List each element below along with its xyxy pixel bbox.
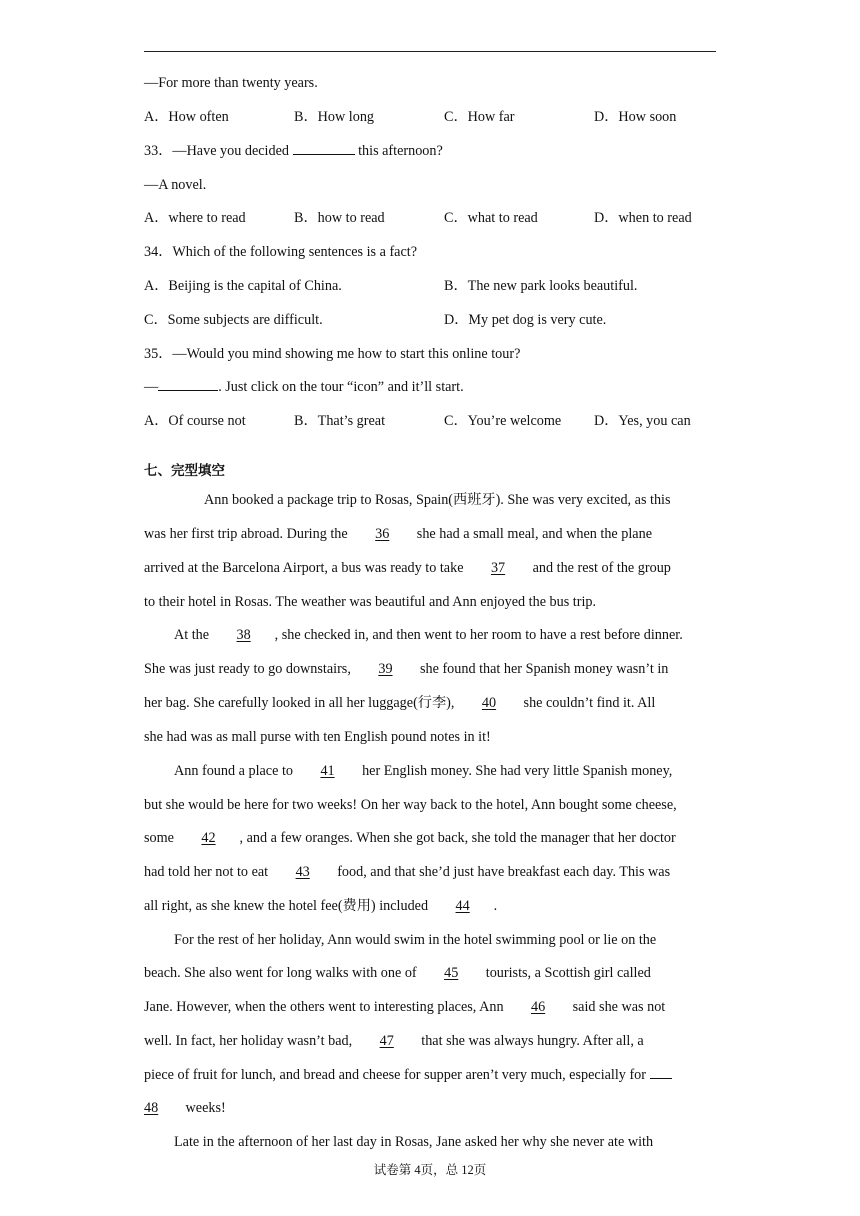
passage-text: At the (174, 627, 213, 643)
passage-line: For the rest of her holiday, Ann would swim in the hotel swimming pool or lie on the (174, 932, 657, 948)
q35-answer (144, 378, 464, 396)
passage-text: well. In fact, her holiday wasn’t bad, (144, 1033, 356, 1049)
passage-text: she had a small meal, and when the plane (413, 526, 652, 542)
passage-line (144, 1066, 672, 1084)
passage-line: to their hotel in Rosas. The weather was beautiful and Ann enjoyed the bus trip. (144, 594, 597, 610)
blank-43[interactable]: 43 (295, 864, 310, 880)
passage-text: she found that her Spanish money wasn’t in (416, 661, 669, 677)
passage-line (174, 626, 683, 644)
q35-option-d[interactable]: D．Yes, you can (594, 413, 691, 429)
q32-option-a[interactable]: A．How often (144, 109, 229, 125)
q32-option-b[interactable]: B．How long (294, 109, 375, 125)
blank-45[interactable]: 45 (444, 965, 459, 981)
q35-answer-after: . Just click on the tour “icon” and it’ll start. (218, 379, 464, 395)
passage-text: beach. She also went for long walks with one of (144, 965, 421, 981)
passage-text: she couldn’t find it. All (520, 695, 656, 711)
q35-option-b[interactable]: B．That’s great (294, 413, 386, 429)
q34-option-d[interactable]: D．My pet dog is very cute. (444, 312, 607, 328)
passage-text: all right, as she knew the hotel fee(费用) included (144, 898, 432, 914)
passage-text: had told her not to eat (144, 864, 272, 880)
passage-text: piece of fruit for lunch, and bread and cheese for supper aren’t very much, especially for (144, 1067, 650, 1083)
passage-line: Late in the afternoon of her last day in Rosas, Jane asked her why she never ate with (174, 1134, 654, 1150)
page-footer: 试卷第 4页，总 12页 (373, 1163, 487, 1177)
q33-blank[interactable] (293, 142, 355, 155)
blank-48-start[interactable] (650, 1066, 672, 1079)
passage-text: her English money. She had very little Spanish money, (358, 763, 673, 779)
blank-39[interactable]: 39 (378, 661, 393, 677)
passage-line (144, 559, 671, 577)
blank-48[interactable]: 48 (144, 1100, 159, 1116)
passage-line (144, 863, 670, 881)
passage-line: Ann booked a package trip to Rosas, Spain(西班牙). She was very excited, as this (204, 492, 671, 508)
q34-option-b[interactable]: B．The new park looks beautiful. (444, 278, 638, 294)
passage-text: that she was always hungry. After all, a (417, 1033, 644, 1049)
q33-option-d[interactable]: D．when to read (594, 210, 692, 226)
passage-text: She was just ready to go downstairs, (144, 661, 355, 677)
passage-text: arrived at the Barcelona Airport, a bus was ready to take (144, 560, 468, 576)
passage-line (144, 998, 665, 1016)
q33-stem-before: 33．—Have you decided (144, 143, 293, 159)
q34-stem: 34．Which of the following sentences is a fact? (144, 244, 418, 260)
blank-42[interactable]: 42 (201, 830, 216, 846)
q35-option-c[interactable]: C．You’re welcome (444, 413, 562, 429)
passage-text: tourists, a Scottish girl called (482, 965, 651, 981)
blank-37[interactable]: 37 (490, 560, 506, 576)
q35-option-a[interactable]: A．Of course not (144, 413, 246, 429)
q33-stem (144, 142, 443, 160)
passage-text: Ann found a place to (174, 763, 297, 779)
blank-46[interactable]: 46 (531, 999, 546, 1015)
q33-option-c[interactable]: C．what to read (444, 210, 538, 226)
section-title: 七、完型填空 (144, 463, 225, 479)
passage-line (174, 762, 672, 780)
passage-line: but she would be here for two weeks! On her way back to the hotel, Ann bought some cheese, (144, 797, 677, 813)
passage-text: said she was not (569, 999, 666, 1015)
passage-text: some (144, 830, 178, 846)
q35-blank[interactable] (158, 378, 218, 391)
passage-text: Jane. However, when the others went to interesting places, Ann (144, 999, 508, 1015)
passage-line (144, 1032, 644, 1050)
passage-line (144, 525, 652, 543)
passage-text: weeks! (182, 1100, 226, 1116)
passage-text: her bag. She carefully looked in all her luggage(行李), (144, 695, 458, 711)
blank-44[interactable]: 44 (455, 898, 470, 914)
passage-line (144, 660, 668, 678)
q34-option-a[interactable]: A．Beijing is the capital of China. (144, 278, 342, 294)
blank-40[interactable]: 40 (481, 695, 497, 711)
passage-text: and the rest of the group (529, 560, 671, 576)
q33-option-a[interactable]: A．where to read (144, 210, 246, 226)
q33-stem-after: this afternoon? (354, 143, 443, 159)
q34-option-c[interactable]: C．Some subjects are difficult. (144, 312, 323, 328)
q33-option-b[interactable]: B．how to read (294, 210, 385, 226)
passage-line (144, 694, 655, 712)
blank-38[interactable]: 38 (236, 627, 251, 643)
passage-line (144, 829, 676, 847)
q32-option-c[interactable]: C．How far (444, 109, 515, 125)
passage-text: was her first trip abroad. During the (144, 526, 352, 542)
blank-41[interactable]: 41 (320, 763, 335, 779)
passage-text: , she checked in, and then went to her room to have a rest before dinner. (274, 627, 683, 643)
passage-line (144, 964, 651, 982)
passage-text: food, and that she’d just have breakfast each day. This was (333, 864, 671, 880)
header-rule (144, 51, 716, 52)
q35-stem: 35．—Would you mind showing me how to start this online tour? (144, 346, 521, 362)
passage-line: she had was as mall purse with ten English pound notes in it! (144, 729, 491, 745)
q32-answer: —For more than twenty years. (144, 75, 318, 91)
q33-answer: —A novel. (144, 177, 207, 193)
passage-line (144, 897, 497, 915)
blank-36[interactable]: 36 (375, 526, 390, 542)
q32-option-d[interactable]: D．How soon (594, 109, 677, 125)
blank-47[interactable]: 47 (379, 1033, 394, 1049)
q35-answer-before: — (144, 379, 159, 395)
passage-line (144, 1099, 226, 1117)
passage-text: , and a few oranges. When she got back, she told the manager that her doctor (239, 830, 676, 846)
passage-text: . (493, 898, 498, 914)
